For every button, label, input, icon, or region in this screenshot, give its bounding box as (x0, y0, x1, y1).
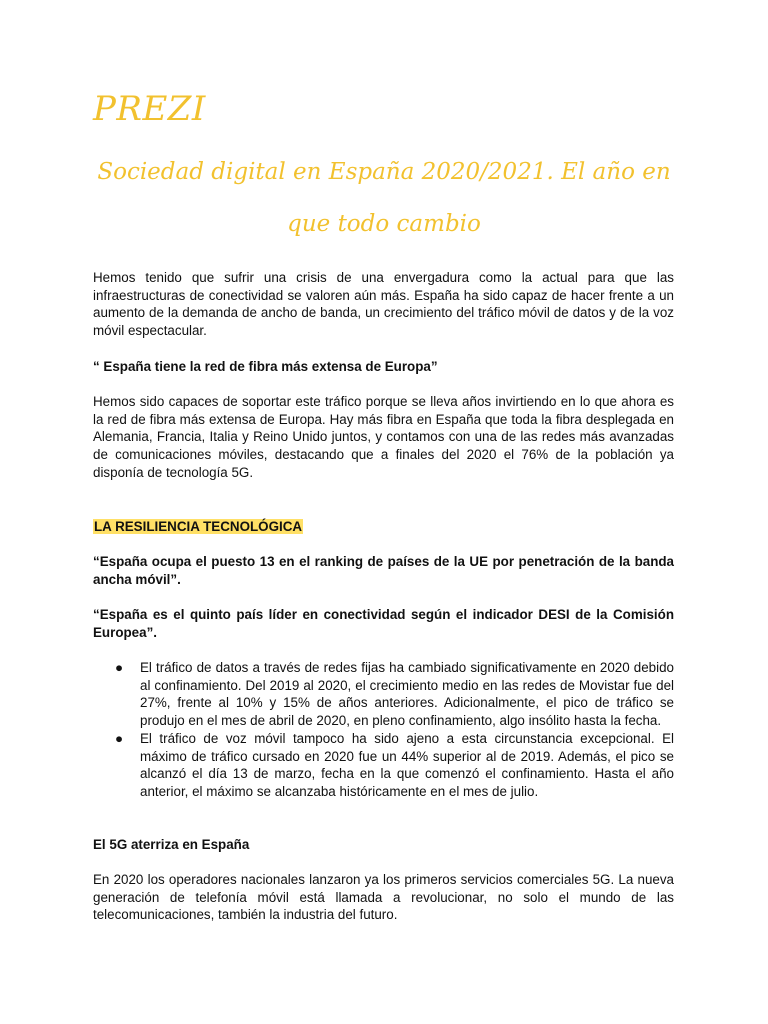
final-paragraph: En 2020 los operadores nacionales lanzaron ya los primeros servicios comerciales 5G. La nueva generación de telefonía móvil está llamada a revolucionar, no solo el mundo de las telecomunicaciones, también la industria del futuro. (93, 872, 674, 923)
quote-fibra: “ España tiene la red de fibra más extensa de Europa” (93, 359, 438, 374)
quote-ranking: “España ocupa el puesto 13 en el ranking de países de la UE por penetración de la banda ancha móvil”. (93, 554, 674, 587)
section-title: LA RESILIENCIA TECNOLÓGICA (94, 519, 303, 534)
bullet-list (93, 659, 674, 801)
fibra-paragraph: Hemos sido capaces de soportar este tráfico porque se lleva años invirtiendo en lo que ahora es la red de fibra más extensa de Europa. Hay más fibra en España que toda la fibra desplegada en Alemania, Francia, Italia y Reino Unido juntos, y contamos con una de las redes más avanzadas de comunicaciones móviles, destacando que a finales del 2020 el 76% de la población ya disponía de tecnología 5G. (93, 394, 674, 480)
document-subtitle: Sociedad digital en España 2020/2021. El año en que todo cambio (97, 159, 671, 237)
section-title-wrapper (93, 518, 674, 536)
list-item (93, 659, 674, 730)
bullet-text: El tráfico de voz móvil tampoco ha sido ajeno a esta circunstancia excepcional. El máximo de tráfico cursado en 2020 fue un 44% superior al de 2019. Además, el pico se alcanzó el día 13 de marzo, fecha en la que comenzó el confinamiento. Hasta el año anterior, el máximo se alcanzaba históricamente en el mes de julio. (140, 730, 674, 799)
bullet-text: El tráfico de datos a través de redes fijas ha cambiado significativamente en 2020 debido al confinamiento. Del 2019 al 2020, el crecimiento medio en las redes de Movistar fue del 27%, frente al 10% y 15% de años anteriores. Adicionalmente, el pico de tráfico se produjo en el mes de abril de 2020, en pleno confinamiento, algo insólito hasta la fecha. (140, 660, 674, 729)
document-heading: PREZI (93, 89, 206, 129)
list-item (93, 730, 674, 801)
intro-paragraph: Hemos tenido que sufrir una crisis de una envergadura como la actual para que las infraestructuras de conectividad se valoren aún más. España ha sido capaz de hacer frente a un aumento de la demanda de ancho de banda, un crecimiento del tráfico móvil de datos y de la voz móvil espectacular. (93, 270, 674, 339)
quote-desi: “España es el quinto país líder en conectividad según el indicador DESI de la Comisión Europea”. (93, 607, 674, 640)
bullet-icon: ● (115, 660, 124, 675)
bullet-icon: ● (115, 730, 124, 746)
subheading-5g: El 5G aterriza en España (93, 837, 250, 852)
